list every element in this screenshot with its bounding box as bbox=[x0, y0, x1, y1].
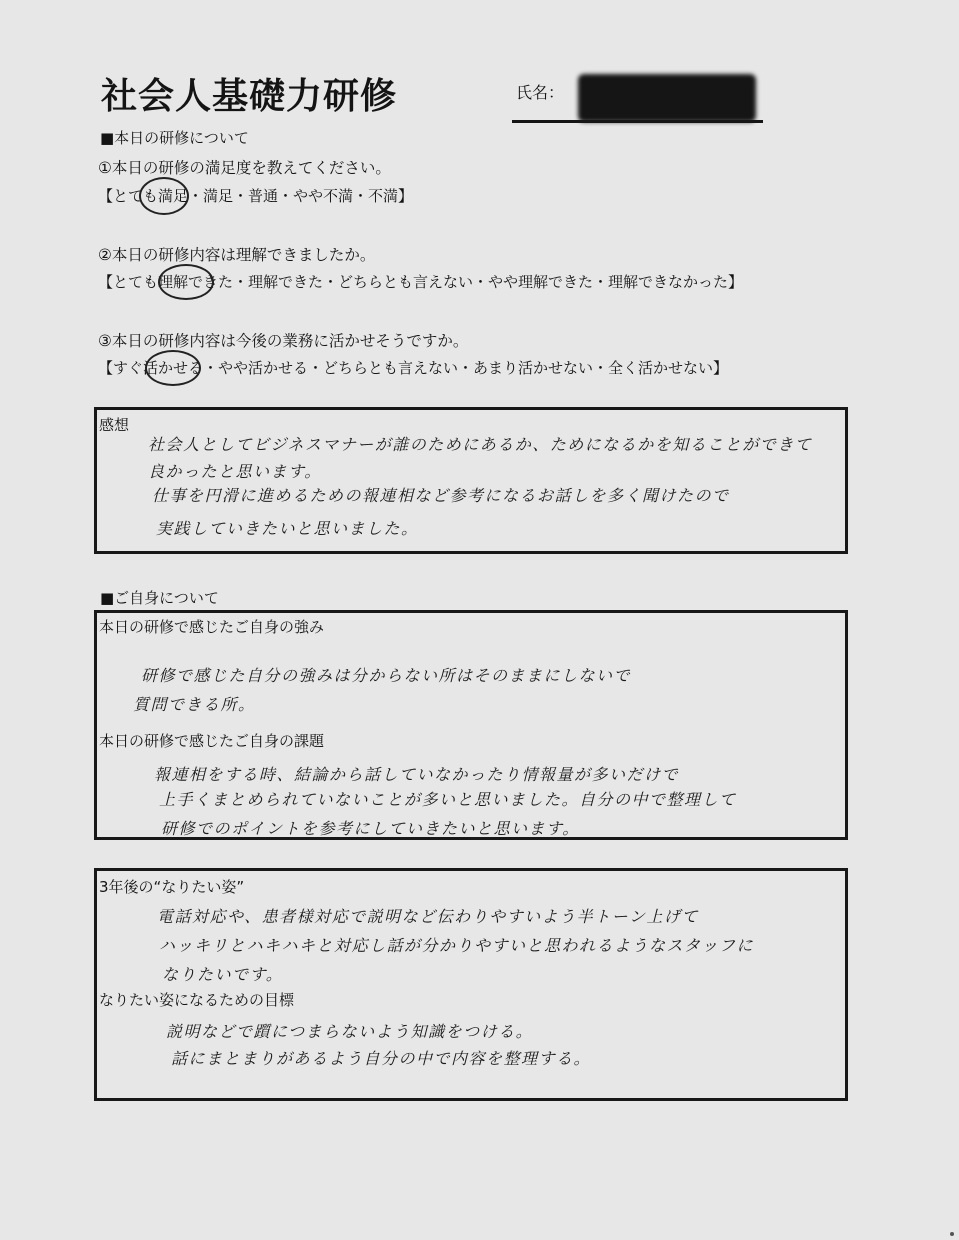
selected-circle-mark bbox=[145, 350, 201, 386]
section-heading-self: ■ご自身について bbox=[100, 589, 219, 607]
handwritten-line: 話にまとまりがあるよう自分の中で内容を整理する。 bbox=[171, 1049, 592, 1068]
question-understanding: ②本日の研修内容は理解できましたか。 bbox=[98, 246, 376, 264]
challenge-label: 本日の研修で感じたご自身の課題 bbox=[99, 732, 325, 750]
options-satisfaction: 【とても満足・満足・普通・やや不満・不満】 bbox=[98, 187, 414, 205]
scan-speck bbox=[950, 1232, 954, 1236]
handwritten-line: 説明などで躓につまらないよう知識をつける。 bbox=[166, 1022, 534, 1041]
selected-circle-mark bbox=[139, 177, 189, 215]
redacted-name bbox=[578, 74, 756, 122]
handwritten-line: 上手くまとめられていないことが多いと思いました。自分の中で整理して bbox=[159, 790, 737, 809]
handwritten-line: 報連相をする時、結論から話していなかったり情報量が多いだけで bbox=[154, 765, 680, 784]
handwritten-line: 研修でのポイントを参考にしていきたいと思います。 bbox=[161, 819, 580, 838]
handwritten-line: 電話対応や、患者様対応で説明など伝わりやすいよう半トーン上げて bbox=[157, 907, 699, 926]
handwritten-line: 仕事を円滑に進めるための報連相など参考になるお話しを多く聞けたので bbox=[152, 486, 730, 505]
handwritten-line: 実践していきたいと思いました。 bbox=[156, 519, 419, 538]
handwritten-line: なりたいです。 bbox=[162, 965, 284, 984]
options-applicability: 【すぐ活かせる・やや活かせる・どちらとも言えない・あまり活かせない・全く活かせない】 bbox=[98, 359, 729, 377]
selected-circle-mark bbox=[158, 264, 214, 300]
handwritten-line: ハッキリとハキハキと対応し話が分かりやすいと思われるようなスタッフに bbox=[159, 936, 755, 955]
strength-label: 本日の研修で感じたご自身の強み bbox=[99, 618, 325, 636]
handwritten-line: 研修で感じた自分の強みは分からない所はそのままにしないで bbox=[141, 666, 632, 685]
handwritten-line: 社会人としてビジネスマナーが誰のためにあるか、ためになるかを知ることができて bbox=[148, 435, 813, 454]
question-satisfaction: ①本日の研修の満足度を教えてください。 bbox=[98, 159, 391, 177]
future-label: 3年後の“なりたい姿” bbox=[99, 878, 245, 896]
question-applicability: ③本日の研修内容は今後の業務に活かせそうですか。 bbox=[98, 332, 469, 350]
impressions-label: 感想 bbox=[99, 416, 130, 434]
name-label: 氏名： bbox=[516, 83, 565, 102]
handwritten-line: 良かったと思います。 bbox=[148, 462, 322, 481]
goal-label: なりたい姿になるための目標 bbox=[99, 991, 295, 1009]
name-underline bbox=[512, 120, 763, 123]
section-heading-training: ■本日の研修について bbox=[100, 129, 249, 147]
handwritten-line: 質問できる所。 bbox=[133, 695, 256, 714]
options-understanding: 【とても理解できた・理解できた・どちらとも言えない・やや理解できた・理解できなかった】 bbox=[98, 273, 744, 291]
page-title: 社会人基礎力研修 bbox=[101, 76, 398, 117]
